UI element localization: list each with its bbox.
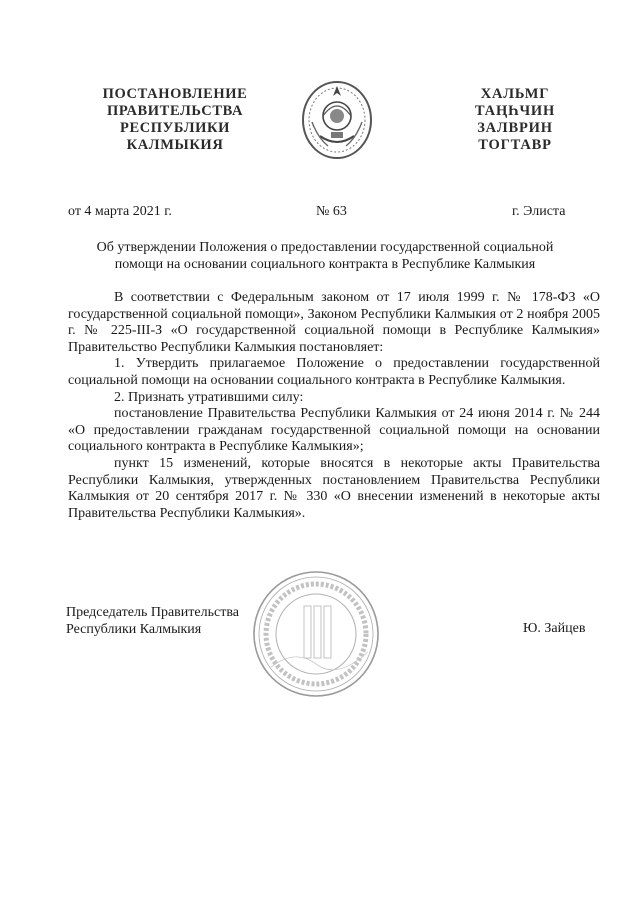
header-right-line: ТАҢҺЧИН [474, 103, 556, 119]
body-paragraph: В соответствии с Федеральным законом от 17 июля 1999 г. № 178-ФЗ «О государственной социальной помощи», Законом Республики Калмыкия от 2 ноября 2005 г. № 225-III-З «О государственной социальной помощи в Республике Калмыкия» Правительство Республики Калмыкия постановляет: [68, 290, 600, 355]
header-right-line: ТОГТАВР [478, 137, 552, 153]
header-left-title [90, 86, 260, 154]
document-title [70, 239, 580, 273]
document-city: г. Элиста [512, 204, 566, 219]
header-left-line: РЕСПУБЛИКИ [119, 120, 231, 136]
body-paragraph: постановление Правительства Республики Калмыкия от 24 июня 2014 г. № 244 «О предоставлении гражданам государственной социальной помощи на основании социального контракта в Республике Калмыкия»; [68, 406, 600, 455]
signer-position [66, 604, 239, 638]
header-left-line: КАЛМЫКИЯ [126, 137, 224, 153]
title-line: помощи на основании социального контракта в Республике Калмыкия [114, 257, 536, 272]
body-paragraph: 1. Утвердить прилагаемое Положение о предоставлении государственной социальной помощи на основании социального контракта в Республике Калмыкия. [68, 356, 600, 388]
header-right-line: ХАЛЬМГ [480, 86, 550, 102]
document-number: № 63 [316, 204, 347, 219]
body-paragraph: 2. Признать утратившими силу: [114, 389, 304, 405]
signer-position-line: Председатель Правительства [66, 605, 239, 620]
kalmykia-coat-of-arms-icon [298, 76, 376, 162]
signer-position-line: Республики Калмыкия [66, 622, 202, 637]
body-paragraph: пункт 15 изменений, которые вносятся в некоторые акты Правительства Республики Калмыкия, утвержденных постановлением Правительства Республики Калмыкия от 20 сентября 2017 г. № 330 «О внесении изменений в некоторые акты Правительства Республики Калмыкия». [68, 455, 600, 521]
signer-name: Ю. Зайцев [523, 621, 586, 636]
header-right-line: ЗАЛВРИН [477, 120, 553, 136]
document-date: от 4 марта 2021 г. [68, 204, 172, 219]
document-body [68, 290, 600, 522]
title-line: Об утверждении Положения о предоставлении государственной социальной [96, 240, 554, 255]
official-round-stamp-icon [250, 568, 382, 700]
header-left-line: ПРАВИТЕЛЬСТВА [106, 103, 244, 119]
header-right-title [455, 86, 575, 154]
header-left-line: ПОСТАНОВЛЕНИЕ [102, 86, 248, 102]
